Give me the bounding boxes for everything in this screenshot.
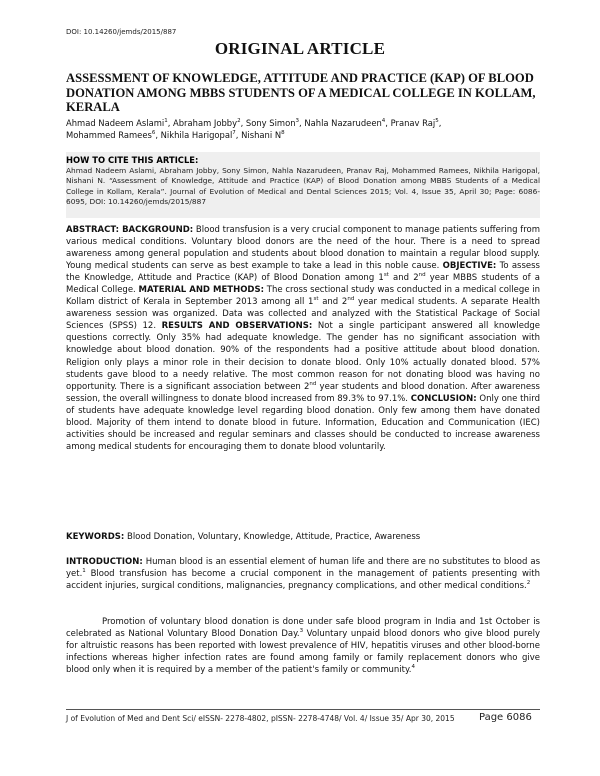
abstract-conclusion-text: Only one third of students have adequate knowledge level regarding blood donation. Only few among them have donated blood. Majority of them intend to donate blood in future. Information, Education and Communication (IEC) activities should be increased and regular seminars and classes should be conducted to increase awareness among medical students for encouraging them to donate blood voluntarily.: [66, 393, 540, 452]
author-name: Abraham Jobby: [173, 118, 238, 128]
ordinal-suffix: st: [383, 272, 389, 279]
author-name: Mohammed Ramees: [66, 130, 152, 140]
author-name: Nikhila Harigopal: [160, 130, 233, 140]
ordinal-suffix: nd: [309, 380, 317, 387]
keywords-line: [66, 532, 540, 542]
footer-divider: [66, 709, 540, 710]
abstract-methods-text: and 2: [318, 297, 348, 308]
abstract-methods-text: year medical students. A separate Health awareness session was organized. Data was collected and analyzed with the Statistical Package of Social Sciences (SPSS) 12.: [66, 297, 540, 332]
author-name: Nahla Nazarudeen: [304, 118, 382, 128]
abstract-objective-text: and 2: [388, 273, 419, 284]
ordinal-suffix: nd: [418, 272, 426, 279]
article-title: ASSESSMENT OF KNOWLEDGE, ATTITUDE AND PRACTICE (KAP) OF BLOOD DONATION AMONG MBBS STUDENTS OF A MEDICAL COLLEGE IN KOLLAM, KERALA: [66, 71, 536, 114]
citation-heading: HOW TO CITE THIS ARTICLE:: [66, 155, 199, 165]
author-list: Ahmad Nadeem Aslami$^1$, Abraham Jobby$^2$, Sony Simon$^3$, Nahla Nazarudeen$^4$, Pranav Raj$^5$, Mohammed Ramees$^6$, Nikhila Harigopal$^7$, Nishani $N^8$: [66, 118, 442, 140]
abstract-methods-label: MATERIAL AND METHODS:: [138, 285, 264, 296]
body-paragraph: [66, 616, 540, 676]
abstract-results-label: RESULTS AND OBSERVATIONS:: [161, 321, 313, 332]
article-type-heading: ORIGINAL ARTICLE: [214, 39, 386, 58]
author-name: Ahmad Nadeem Aslami: [66, 118, 165, 128]
author-affiliation-number: 8: [281, 130, 285, 137]
ordinal-suffix: nd: [347, 296, 355, 303]
abstract-paragraph: [66, 224, 540, 453]
introduction-paragraph: [66, 556, 540, 592]
reference-number: 4: [411, 664, 415, 671]
keywords-label: KEYWORDS:: [66, 532, 125, 542]
author-affiliation-number: 2: [237, 118, 241, 125]
citation-text: Ahmad Nadeem Aslami, Abraham Jobby, Sony Simon, Nahla Nazarudeen, Pranav Raj, Mohammed Ramees, Nikhila Harigopal, Nishani N. “Assessment of Knowledge, Attitude and Practice (KAP) of Blood Donation among MBBS Students of a Medical College in Kollam, Kerala”. Journal of Evolution of Medical and Dental Sciences 2015; Vol. 4, Issue 35, April 30; Page: 6086-6095, DOI: 10.14260/jemds/2015/887: [66, 166, 540, 207]
author-affiliation-number: 3: [295, 118, 300, 125]
abstract-objective-text: year MBBS students of a Medical College.: [66, 273, 541, 296]
author-affiliation-number: 1: [164, 118, 168, 125]
introduction-text: Human blood is an essential element of human life and there are no substitutes to blood as yet.: [66, 557, 540, 580]
doi-line: DOI: 10.14260/jemds/2015/887: [66, 28, 177, 36]
introduction-label: INTRODUCTION:: [66, 557, 143, 567]
abstract-objective-label: OBJECTIVE:: [442, 261, 497, 272]
ordinal-suffix: st: [313, 296, 319, 303]
author-name: Sony Simon: [245, 118, 296, 128]
abstract-conclusion-label: CONCLUSION:: [410, 393, 477, 404]
abstract-results-text: Not a single participant answered all knowledge questions correctly. Only 35% had adequate knowledge. The gender has no significant association with knowledge about blood donation. 90% of the respondents had a positive attitude about blood donation. Religion only plays a minor role in their decision to donate blood. Only 10% actually donated blood. 57% students gave blood to a needy relative. The most common reason for not donating blood was having no opportunity. There is a significant association between 2: [66, 321, 540, 392]
page-number: Page 6086: [479, 712, 532, 723]
abstract-background-text: Blood transfusion is a very crucial component to manage patients suffering from various medical conditions. Voluntary blood donors are the need of the hour. There is a need to spread awareness among general population and students about blood donation to maintain a regular blood supply. Young medical students can serve as best example to take a lead in this noble cause.: [66, 225, 540, 272]
author-name: Pranav Raj: [390, 118, 436, 128]
author-name: Nishani N: [241, 130, 282, 140]
reference-number: 1: [82, 568, 86, 575]
reference-number: 3: [299, 628, 304, 635]
abstract-objective-text: To assess the Knowledge, Attitude and Practice (KAP) of Blood Donation among 1: [66, 261, 540, 284]
body-text: Voluntary unpaid blood donors who give blood purely for altruistic reasons has been reported with lowest prevalence of HIV, hepatitis viruses and other blood-borne infections whereas higher infection rates are found among family or family replacement donors who give blood only when it is required by a member of the patient's family or community.: [66, 629, 540, 676]
abstract-background-label: ABSTRACT: BACKGROUND:: [66, 225, 194, 235]
footer-journal-info: J of Evolution of Med and Dent Sci/ eISSN- 2278-4802, pISSN- 2278-4748/ Vol. 4/ Issue 35/ Apr 30, 2015: [66, 714, 455, 723]
author-affiliation-number: 4: [381, 118, 386, 125]
introduction-text: Blood transfusion has become a crucial component in the management of patients presenting with accident injuries, surgical conditions, malignancies, pregnancy complications, and other medical conditions.: [66, 569, 540, 592]
author-affiliation-number: 6: [151, 130, 156, 137]
author-affiliation-number: 5: [435, 118, 439, 125]
reference-number: 2: [526, 580, 531, 587]
keywords-text: Blood Donation, Voluntary, Knowledge, Attitude, Practice, Awareness: [124, 532, 421, 542]
author-affiliation-number: 7: [232, 130, 236, 137]
abstract-results-text: year students and blood donation. After awareness session, the overall willingness to donate blood increased from 89.3% to 97.1%.: [66, 381, 540, 404]
abstract-methods-text: The cross sectional study was conducted in a medical college in Kollam district of Kerala in September 2013 among all 1: [66, 285, 540, 308]
body-text: Promotion of voluntary blood donation is done under safe blood program in India and 1st October is celebrated as National Voluntary Blood Donation Day.: [66, 617, 540, 640]
